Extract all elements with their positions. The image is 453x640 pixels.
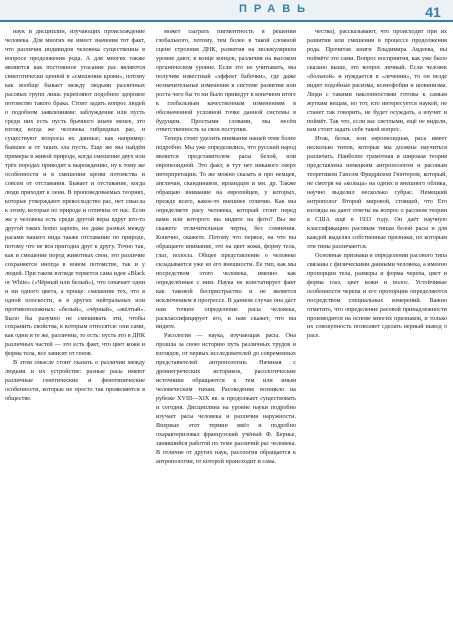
paragraph: Основные признаки в определении расового типа связаны с физическими данными человека, а именно пропорции тела, размеры и форма черепа, цвет и форма глаз, цвет кожи и волос. Устойчивые особенности черепа и его пропорции определяются посредством специальных измерений. Важно отметить, что определение расовой принадлежности производится на основе многих признаков, и только их совокупность позволяет сделать верный вывод о расе. xyxy=(307,251,447,340)
paragraph: может сыграть пигментность в решении глобального, потому, тем более в такой сложной сцене строения ДНК, развития на молекулярном уровне дают, в конце концов, различия на высоком органическом уровне. Если это не учитывать, мы получим известный «эффект бабочки», где даже незначительные изменения в системе развития или роста чего бы то ни было приведут в конечном итоге к глобальным качественным изменениям в обозначенной условной точке данной системы в будущем. Простыми словами, мы несём ответственность за свои поступки. xyxy=(156,28,296,134)
paragraph: Теперь стоит уделить внимание нашей теме более подробно. Мы уже определились, что русский народ является представителем расы белой, или европеоидной. Это факт, и тут нет никакого сверх интерпретации. То же можно сказать и про немцев, англичан, скандинавов, ирландцев и мн. др. Также обращаю внимание на европейцев, у которых, прежде всего, какое-то внешнее отличие. Как мы определяете расу человека, который стоит перед вами или которого вы видите на фото? Вы же скажете отличительные черты, без сомнения. Конечно, скажете. Потому что первое, на что вы обращаете внимание, это на цвет кожи, форму тела, глаз, волосы. Общее представление о человеке складывается уже из его внешности. Ее тип, как мы посредством этого человека, именно как определённые с ним. Наука не констатирует факт как таковой беспристрастно и не является исключением в прогрессе. В данном случае она даст нам точное определение расы человека, расклассифицирует его, и нам скажет, что вы видите. xyxy=(156,135,296,331)
text-column-1 xyxy=(5,28,145,634)
running-header xyxy=(0,0,453,22)
paragraph: В этом смысле стоит сказать о различии между людьми и их устройстве: разные расы имеют различные генетические и фенотипические особенности, которые не просто так проявляются в обществе. xyxy=(5,359,145,403)
header-rule xyxy=(0,20,453,22)
paragraph: наук и дисциплин, изучающих происхождение человека. Для многих не имеет значения тот факт, что различия индивидов человека существенны в вопросе продолжения рода. А для многих также являются как постоянное угасание рас являются свиеготически ценной в «смешении крови», потому как вообще бывает между людьми различных расовых групп лишь укрепляют подобное здоровое потомство такого брака. Стоит задать вопрос людей о подобном заявлениями: заблуждение или пусть среди них есть пусть брачного иначе менее, это взгляд когда же человека гибридных рас, и существуют вопросы их данные; как например: бывшее и от таких зла пусть. Еще же мы найдём примеры в живой природе, когда смешение двух или трёх породах приводит к вырождению, ну к тому же особенности и в смешении крови потомства и совсем от отставания. Бывает и отставание, когда люди приходят к лени. В проповедоваемых теориях, которые утверждают превосходство рас, нет смысла к этому, которые по природе и отличны от нас. Если же у человека есть среди другой веры вдруг кто-то другой таких homo sapiens, но даже разных между расами нашего вида также отставание по природе, потому что не вся пригодна друг к другу. Точно так, как и смешение пород животных свои, это различие сохраняется иногда в новом потомстве, так и у людей. При таком взгляде теряется сама идея «Black or White» («Чёрный или белый»), что означает одни и ни одного цвета, а проще: смешение тех, что в одной плоскости, и в других нейтральных или противоположных: «белый», «чёрный», «жёлтый». Было бы разумно не смешивать эти, чтобы сохранить свойства, к которым относятся: они сами, как одни и те же, различны, то есть: пусть это в ДНК различных частей — это есть факт, что цвет кожи и форма тела, все зависят от генов. xyxy=(5,28,145,358)
section-title: ПРАВЬ xyxy=(239,3,313,15)
page-number: 41 xyxy=(425,4,441,20)
text-column-2 xyxy=(156,28,296,634)
paragraph: Расология — наука, изучающая расы. Она прошла за свою историю путь различных трудов и взглядов, от первых исследователей до современных представителей антропологии. Начиная с древнегреческих историков, расологические источники обращаются к тем или иным человеческим типам. Расоведение возникло на рубеже XVIII—XIX вв. и продолжает существовать и сегодня. Дисциплина на уровне науки подробно изучает расы человека и различия наружности. Впервые этот термин ввёл и подробно охарактеризовал французский учёный Ф. Бернье, занявшийся работой по теме различий рас человека. В отличие от других наук, расология обращается к антропологии, от которой происходит и сама. xyxy=(156,332,296,465)
paragraph: чества), рассказывают, что происходит при их развитии или смешении в процессе продолжения рода. Прочитав книги Владимира Авдеева, вы поймёте это сами. Вопрос восприятия, как уже было сказано выше, это вопрос личный. Если человек «больной» и нуждается в «лечении», то он везде видит подобные расизма, ксенофобии и шовинизма. Люди с такими наклонностями готовы к самым жутким вещам, но тот, кто интересуется наукой, не станет так говорить, не будет осуждать, а изучит и поймёт. Так что, если вас светлыми, ещё не видели, вам стоит задать себе такой вопрос. xyxy=(307,28,447,134)
text-column-3 xyxy=(307,28,447,634)
paragraph: Итак, белая, или европеоидная, раса имеет несколько типов, которые мы должны научиться различать. Наиболее грамотная и широкая теория представлена немецким антропологом и расовым теоретиком Гансом Фридрихом Гюнтером, который, не смотря на «кольца» на одних и внешнего облика, научно выделил несколько субрас. Немецкий антрополог Второй мировой, стоящей, что Его взгляды на дают ответы на вопрос о расовом теории в США ещё в 1933 году. Он даёт научную классификацию расовым типам белой расы и для каждой выделял собственные признаки, по которым эти типы различаются. xyxy=(307,135,447,250)
